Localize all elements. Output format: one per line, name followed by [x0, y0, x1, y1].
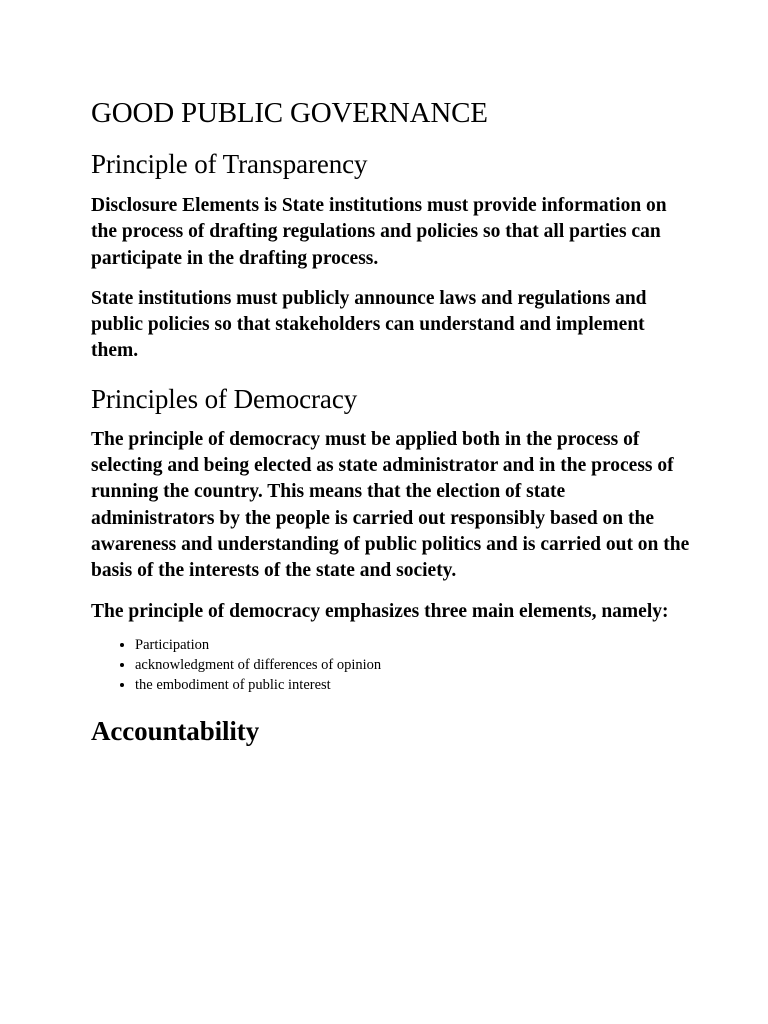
paragraph-democracy-elements: The principle of democracy emphasizes three main elements, namely:: [91, 600, 669, 622]
list-item: • acknowledgment of differences of opinion: [135, 655, 691, 675]
democracy-elements-list: [91, 635, 691, 695]
section-heading-accountability: Accountability: [91, 715, 260, 746]
list-item: • Participation: [135, 635, 691, 655]
paragraph-democracy-applied: The principle of democracy must be applied both in the process of selecting and being elected as state administrator and in the process of running the country. This means that the election of state administrators by the people is carried out responsibly based on the awareness and understanding of public politics and is carried out on the basis of the interests of the state and society.: [91, 428, 690, 582]
document-title: GOOD PUBLIC GOVERNANCE: [91, 97, 488, 129]
list-item: • the embodiment of public interest: [135, 675, 691, 695]
section-heading-democracy: Principles of Democracy: [91, 383, 358, 414]
paragraph-disclosure-elements: Disclosure Elements is State institutions must provide information on the process of drafting regulations and policies so that all parties can participate in the drafting process.: [91, 195, 667, 269]
section-heading-transparency: Principle of Transparency: [91, 149, 368, 179]
paragraph-publicly-announce: State institutions must publicly announce laws and regulations and public policies so that stakeholders can understand and implement them.: [91, 287, 647, 362]
document-page: [91, 96, 691, 747]
